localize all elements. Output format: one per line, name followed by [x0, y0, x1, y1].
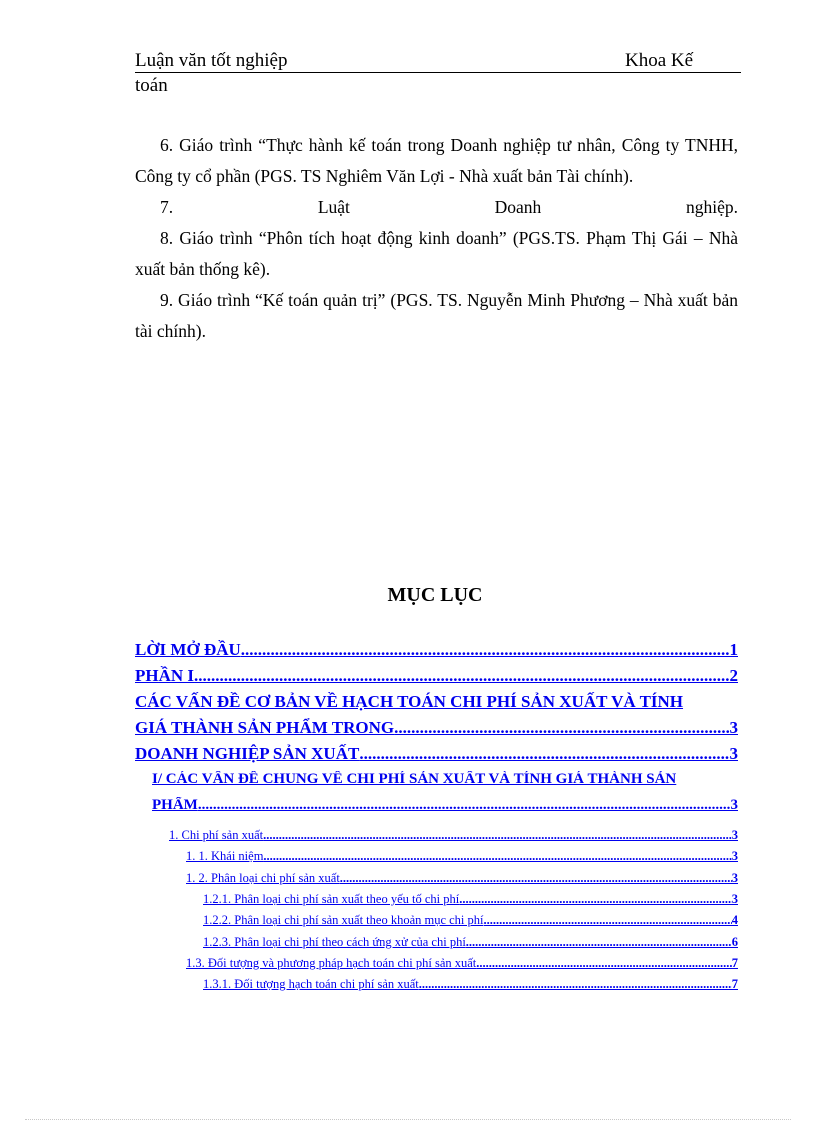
toc-entry[interactable] [203, 935, 738, 952]
toc-entry[interactable] [186, 849, 738, 866]
toc-page-number: 3 [730, 797, 738, 813]
toc-page-number: 3 [731, 892, 738, 906]
reference-item: 6. Giáo trình “Thực hành kế toán trong Doanh nghiệp tư nhân, Công ty TNHH, Công ty cổ phần (PGS. TS Nghiêm Văn Lợi - Nhà xuất bản Tài chính). [135, 135, 738, 186]
toc-page-number: 4 [731, 913, 738, 927]
toc-entry[interactable] [135, 744, 738, 766]
toc-entry-link[interactable]: GIÁ THÀNH SẢN PHẨM TRONG [135, 718, 395, 737]
header-faculty-continuation: toán [135, 75, 168, 96]
toc-entry-link[interactable]: PHẦN I [135, 666, 195, 685]
toc-entry-link[interactable]: LỜI MỞ ĐẦU [135, 640, 241, 659]
toc-entry-link[interactable]: DOANH NGHIỆP SẢN XUẤT [135, 744, 360, 763]
toc-entry-link[interactable]: CÁC VẤN ĐỀ CƠ BẢN VỀ HẠCH TOÁN CHI PHÍ SẢN XUẤT VÀ TÍNH [135, 692, 684, 711]
toc-entry[interactable] [203, 892, 738, 909]
toc-page-number: 3 [729, 718, 738, 737]
toc-entry[interactable] [203, 913, 738, 930]
toc-page-number: 2 [729, 666, 738, 685]
toc-entry-link[interactable]: 1.2.3. Phân loại chi phí theo cách ứng xử của chi phí [203, 935, 466, 949]
toc-entry[interactable] [169, 828, 738, 845]
toc-page-number: 7 [731, 977, 738, 991]
toc-entry[interactable] [135, 692, 745, 714]
reference-item: 7. Luật Doanh nghiệp. [160, 197, 738, 217]
toc-page-number: 3 [729, 744, 738, 763]
toc-page-number: 1 [729, 640, 738, 659]
toc-entry[interactable] [135, 666, 738, 688]
toc-entry[interactable] [152, 797, 738, 817]
toc-entry-link[interactable]: 1. 1. Khái niệm [186, 849, 264, 863]
toc-page-number: 3 [731, 828, 738, 842]
toc-entry-link[interactable]: 1. 2. Phân loại chi phí sản xuất [186, 871, 340, 885]
toc-entry-link[interactable]: 1.3.1. Đối tượng hạch toán chi phí sản xuất [203, 977, 419, 991]
page-bottom-rule [25, 1119, 791, 1120]
toc-entry[interactable] [186, 871, 738, 888]
reference-item: 8. Giáo trình “Phôn tích hoạt động kinh doanh” (PGS.TS. Phạm Thị Gái – Nhà xuất bản thống kê). [135, 228, 738, 279]
toc-entry-link[interactable]: 1.2.1. Phân loại chi phí sản xuất theo yếu tố chi phí [203, 892, 460, 906]
reference-list [135, 130, 738, 347]
toc-page-number: 7 [731, 956, 738, 970]
header-faculty-label: Khoa Kế [625, 50, 694, 71]
toc-entry-link[interactable]: I/ CÁC VẤN ĐỀ CHUNG VỀ CHI PHÍ SẢN XUẤT VÀ TÍNH GIÁ THÀNH SẢN [152, 771, 677, 787]
toc-page-number: 3 [731, 871, 738, 885]
toc-title: MỤC LỤC [387, 584, 483, 606]
toc-entry[interactable] [203, 977, 738, 994]
toc-entry[interactable] [135, 640, 738, 662]
toc-entry-link[interactable]: 1.2.2. Phân loại chi phí sản xuất theo khoản mục chi phí [203, 913, 484, 927]
toc-page-number: 6 [731, 935, 738, 949]
toc-page-number: 3 [731, 849, 738, 863]
reference-item: 9. Giáo trình “Kế toán quản trị” (PGS. TS. Nguyễn Minh Phương – Nhà xuất bản tài chính). [135, 290, 738, 341]
header-thesis-label: Luận văn tốt nghiệp [135, 50, 288, 71]
toc-entry-link[interactable]: 1. Chi phí sản xuất [169, 828, 264, 842]
toc-entry-link[interactable]: 1.3. Đối tượng và phương pháp hạch toán chi phí sản xuất [186, 956, 477, 970]
toc-entry[interactable] [186, 956, 738, 973]
page-header [135, 50, 741, 73]
toc-entry[interactable] [152, 771, 742, 791]
toc-entry[interactable] [135, 718, 738, 740]
toc-entry-link[interactable]: PHẨM [152, 797, 198, 813]
